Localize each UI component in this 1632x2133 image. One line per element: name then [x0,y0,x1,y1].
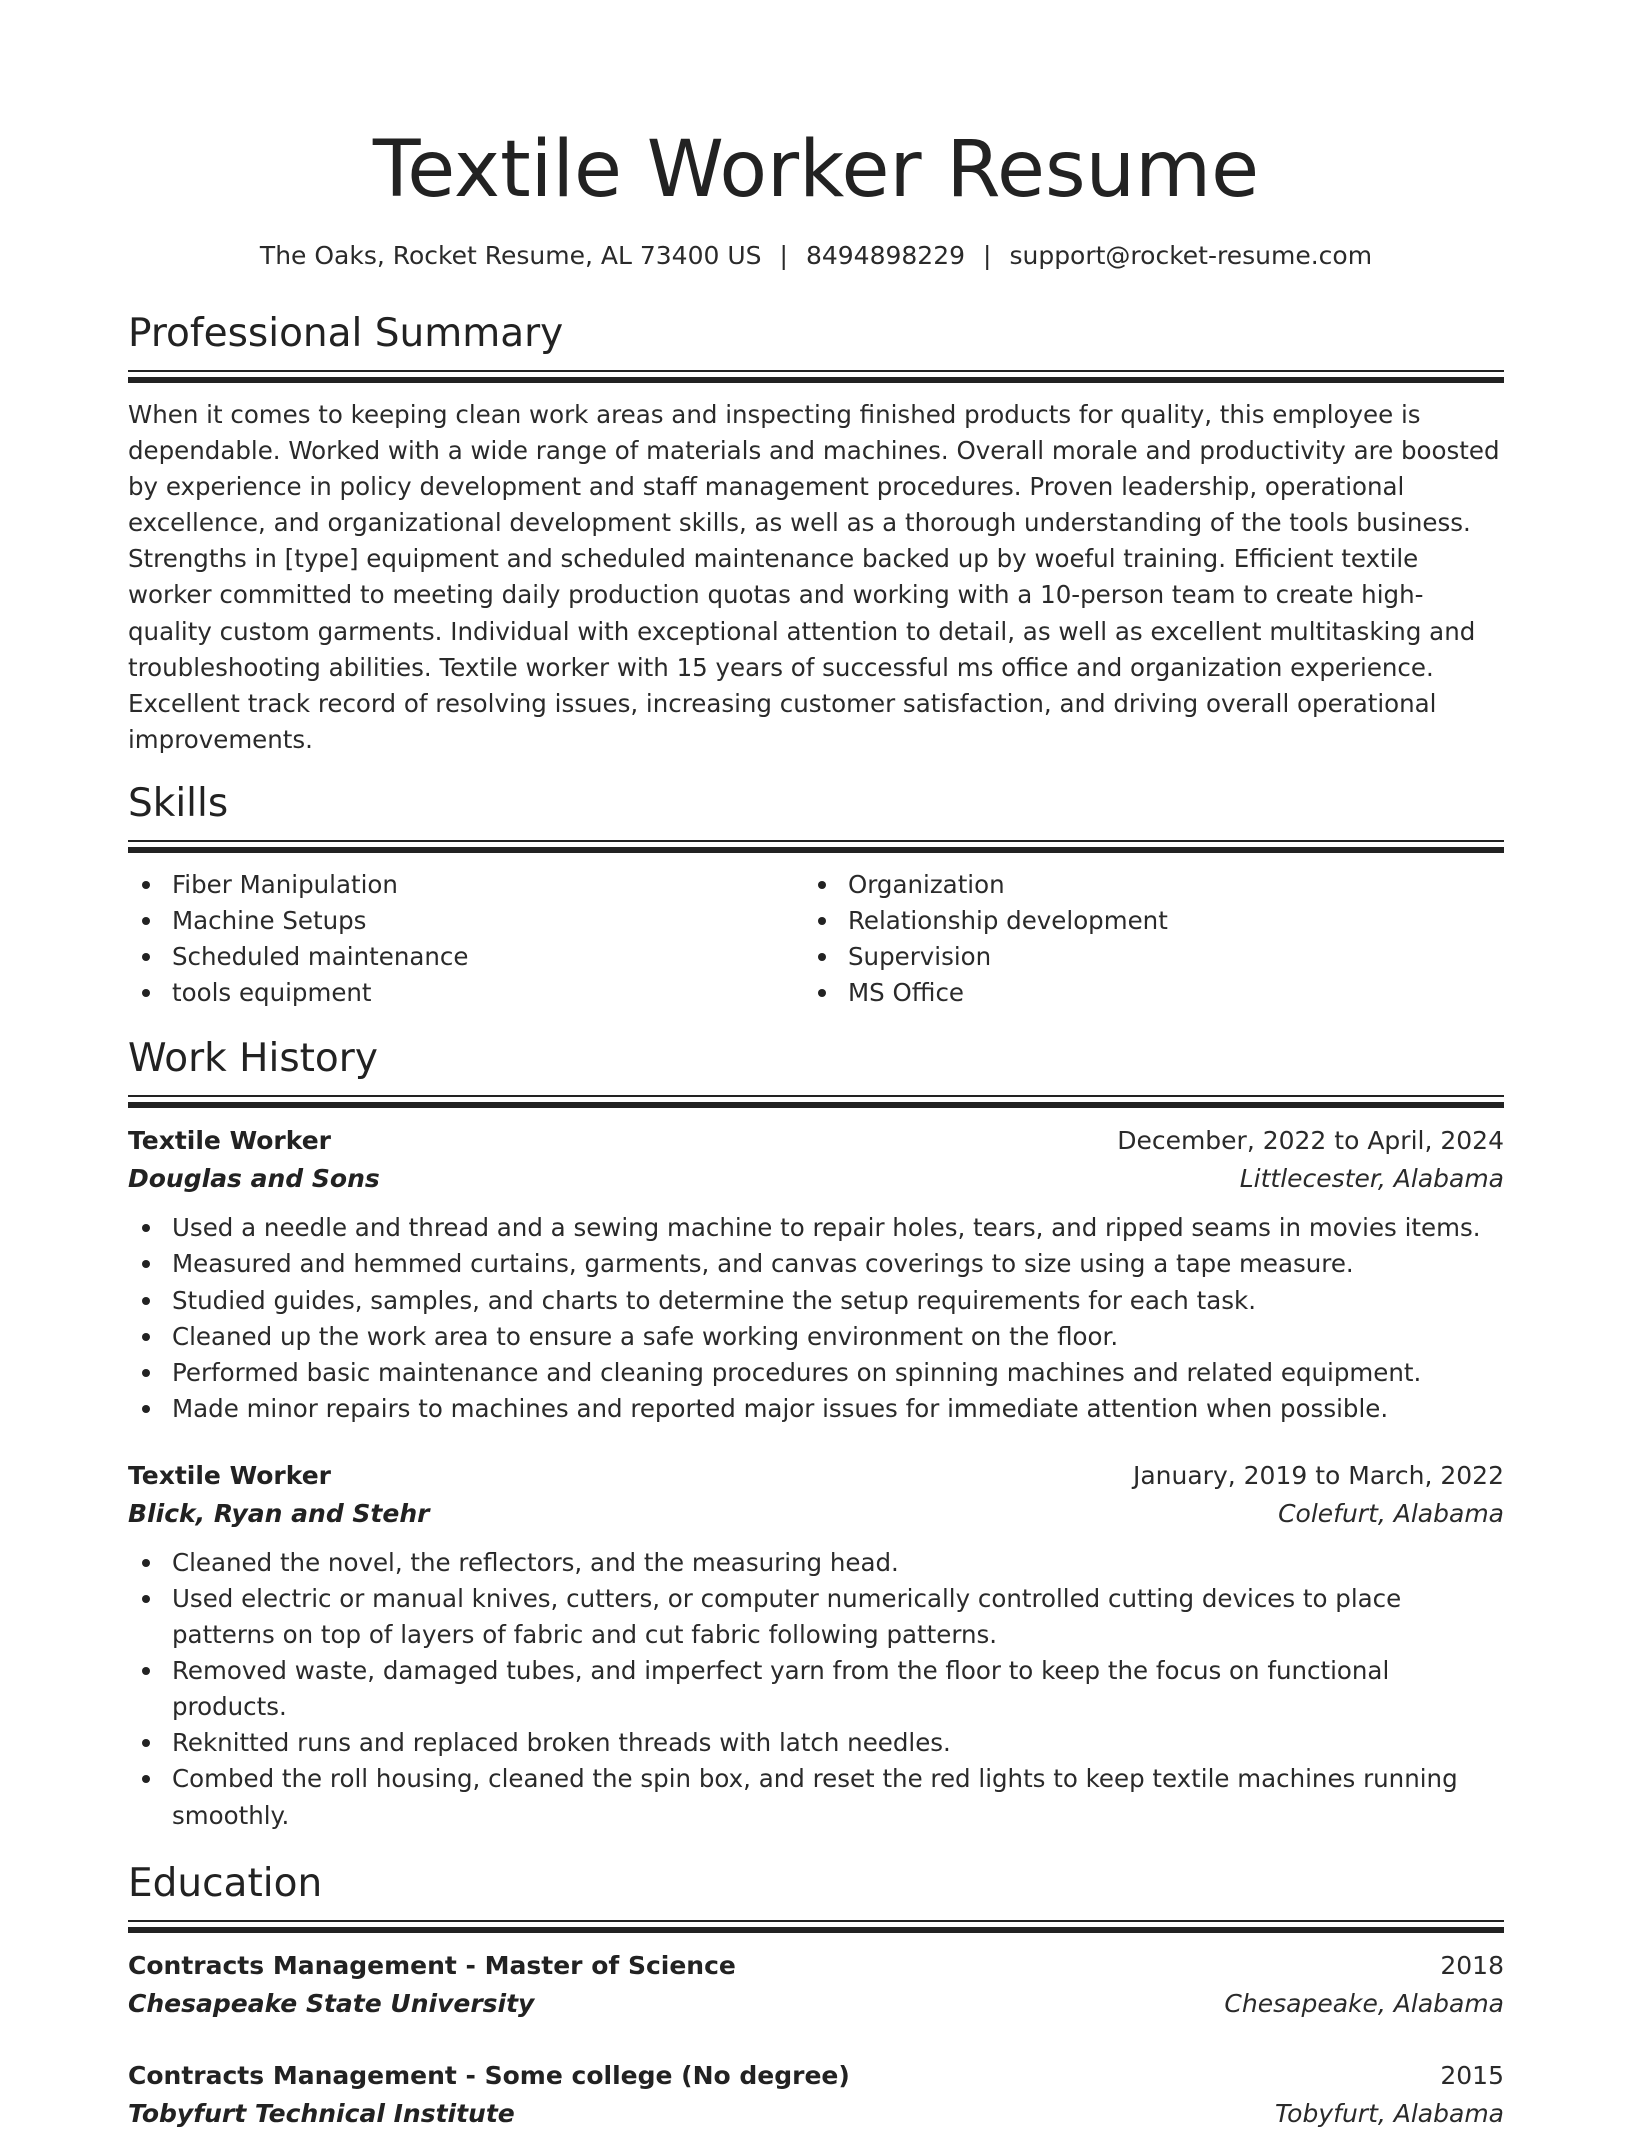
section-rule-thick [128,1102,1504,1108]
job-header-row [128,1457,1504,1495]
education-school: Chesapeake State University [128,1988,535,2018]
job-bullets [128,1545,1504,1834]
skill-item: Scheduled maintenance [128,939,804,975]
contact-address: The Oaks, Rocket Resume, AL 73400 US [259,241,762,270]
job-employer-row [128,1495,1504,1533]
skills-columns [128,867,1504,1011]
skills-heading: Skills [128,780,229,826]
education-header-row [128,2057,1504,2095]
skill-item: tools equipment [128,975,804,1011]
job-title: Textile Worker [128,1460,331,1490]
job-title: Textile Worker [128,1126,331,1156]
skill-item: Fiber Manipulation [128,867,804,903]
skill-item: Machine Setups [128,903,804,939]
job-bullet: Made minor repairs to machines and reported major issues for immediate attention when possible. [128,1391,1504,1427]
skill-item: MS Office [804,975,1480,1011]
job-bullet: Cleaned up the work area to ensure a safe working environment on the floor. [128,1319,1504,1355]
education-school: Tobyfurt Technical Institute [128,2098,515,2128]
education-school-row [128,1985,1504,2023]
job-dates: December, 2022 to April, 2024 [1117,1126,1504,1156]
job-bullets [128,1210,1504,1427]
education-location: Chesapeake, Alabama [1224,1988,1504,2018]
education-header-row [128,1947,1504,1985]
education-heading: Education [128,1860,323,1906]
work-section [128,1033,1504,1833]
job-employer-row [128,1160,1504,1198]
job-dates: January, 2019 to March, 2022 [1132,1460,1504,1490]
skill-item: Supervision [804,939,1480,975]
job-bullet: Performed basic maintenance and cleaning procedures on spinning machines and related equipment. [128,1355,1504,1391]
job-bullet: Studied guides, samples, and charts to determine the setup requirements for each task. [128,1283,1504,1319]
job-header-row [128,1122,1504,1160]
job-bullet: Removed waste, damaged tubes, and imperfect yarn from the floor to keep the focus on functional products. [128,1653,1504,1725]
work-heading: Work History [128,1036,378,1082]
education-degree: Contracts Management - Master of Science [128,1950,736,1980]
section-rule-thick [128,1927,1504,1933]
summary-heading: Professional Summary [128,311,564,356]
education-entry [128,1947,1504,2023]
skills-list-left [128,867,804,1011]
section-rule-thick [128,847,1504,853]
contact-line [128,238,1504,274]
skill-item: Organization [804,867,1480,903]
section-rule [128,370,1504,372]
job-bullet: Used a needle and thread and a sewing machine to repair holes, tears, and ripped seams in movies items. [128,1210,1504,1246]
job-bullet: Combed the roll housing, cleaned the spin box, and reset the red lights to keep textile machines running smoothly. [128,1761,1504,1833]
contact-separator: | [983,241,992,270]
section-rule-thick [128,377,1504,383]
job-employer: Douglas and Sons [128,1164,380,1194]
contact-separator: | [779,241,788,270]
job-bullet: Reknitted runs and replaced broken threads with latch needles. [128,1725,1504,1761]
education-year: 2015 [1440,2060,1504,2090]
job-entry [128,1457,1504,1834]
job-entry [128,1122,1504,1427]
skills-section [128,778,1504,1011]
job-bullet: Measured and hemmed curtains, garments, and canvas coverings to size using a tape measure. [128,1246,1504,1282]
contact-email: support@rocket-resume.com [1009,241,1373,270]
section-rule [128,840,1504,842]
skill-item: Relationship development [804,903,1480,939]
contact-phone: 8494898229 [805,241,966,270]
education-school-row [128,2095,1504,2133]
summary-section [128,308,1504,758]
education-degree: Contracts Management - Some college (No degree) [128,2060,850,2090]
education-entry [128,2057,1504,2133]
section-rule [128,1920,1504,1922]
skills-list-right [804,867,1480,1011]
job-location: Littlecester, Alabama [1239,1164,1504,1194]
summary-text: When it comes to keeping clean work areas and inspecting finished products for quality, this employee is dependable. Worked with a wide range of materials and machines. Overall morale and productivity are boosted by experience in policy development and staff management procedures. Proven leadership, operational excellence, and organizational development skills, as well as a thorough understanding of the tools business. Strengths in [type] equipment and scheduled maintenance backed up by woeful training. Efficient textile worker committed to meeting daily production quotas and working with a 10-person team to create high-quality custom garments. Individual with exceptional attention to detail, as well as excellent multitasking and troubleshooting abilities. Textile worker with 15 years of successful ms office and organization experience. Excellent track record of resolving issues, increasing customer satisfaction, and driving overall operational improvements. [128,400,1500,754]
job-bullet: Cleaned the novel, the reflectors, and the measuring head. [128,1545,1504,1581]
education-location: Tobyfurt, Alabama [1275,2098,1504,2128]
section-rule [128,1095,1504,1097]
job-employer: Blick, Ryan and Stehr [128,1498,430,1528]
resume-name: Textile Worker Resume [372,125,1260,215]
job-location: Colefurt, Alabama [1278,1498,1504,1528]
job-bullet: Used electric or manual knives, cutters, or computer numerically controlled cutting devices to place patterns on top of layers of fabric and cut fabric following patterns. [128,1581,1504,1653]
education-section [128,1858,1504,2133]
education-year: 2018 [1440,1950,1504,1980]
